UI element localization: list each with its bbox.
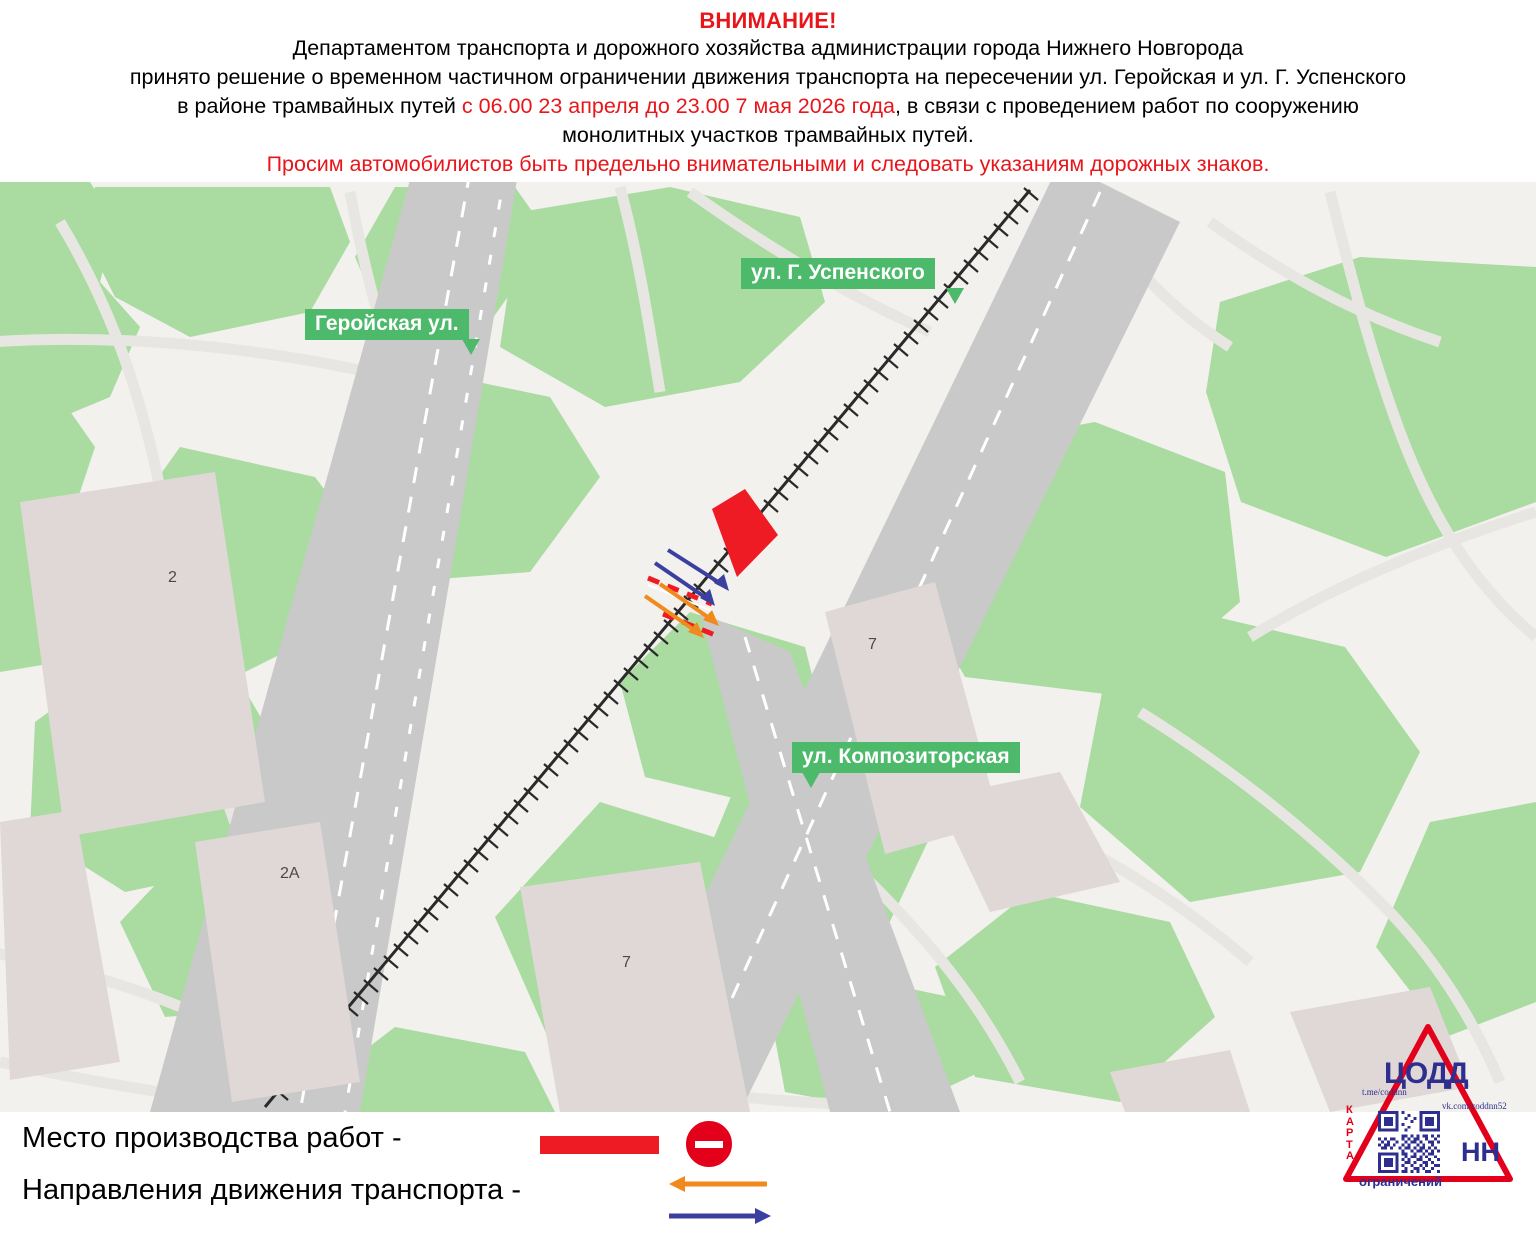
notice-title: ВНИМАНИЕ! [699, 8, 837, 33]
notice-warning: Просим автомобилистов быть предельно внимательными и следовать указаниям дорожных знаков. [266, 152, 1270, 176]
street-label-geroyskaya [305, 309, 469, 340]
notice-banner [0, 0, 1536, 182]
codd-restrictions-word: ограничений [1359, 1174, 1442, 1189]
no-entry-bar [695, 1141, 723, 1148]
notice-line-3-pre: в районе трамвайных путей [177, 94, 462, 118]
building-number: 2A [280, 865, 300, 882]
notice-restriction-period: с 06.00 23 апреля до 23.00 7 мая 2026 года [461, 94, 895, 118]
building-number: 2 [168, 569, 177, 586]
no-entry-icon [683, 1118, 735, 1170]
notice-line-3 [0, 92, 1536, 121]
codd-name: ЦОДД [1384, 1057, 1468, 1090]
notice-line-2: принято решение о временном частичном ограничении движения транспорта на пересечении ул. Геройская и ул. Г. Успенского [129, 65, 1407, 89]
orange-arrow-icon [669, 1176, 767, 1192]
building-number: 7 [868, 636, 877, 653]
notice-line-4: монолитных участков трамвайных путей. [562, 123, 974, 147]
codd-vertical-word: К А Р Т А [1346, 1104, 1354, 1162]
legend-directions-label: Направления движения транспорта - [22, 1174, 522, 1206]
map-canvas[interactable] [0, 182, 1536, 1112]
qr-code-icon[interactable] [1378, 1111, 1440, 1173]
street-label-pointer [802, 772, 820, 788]
legend [0, 1112, 1536, 1235]
street-label-text: Геройская ул. [315, 312, 459, 335]
street-label-pointer [946, 288, 964, 304]
codd-telegram: t.me/coddnn [1362, 1087, 1407, 1097]
street-label-text: ул. Композиторская [802, 745, 1010, 768]
street-label-uspenskogo [741, 258, 935, 289]
notice-line-3-post: , в связи с проведением работ по сооружению [894, 94, 1359, 118]
blue-arrow-icon [669, 1208, 771, 1224]
map-svg [0, 182, 1536, 1112]
street-label-text: ул. Г. Успенского [751, 261, 925, 284]
codd-vk: vk.com/coddnn52 [1442, 1101, 1507, 1111]
legend-work-site-swatch [540, 1136, 659, 1154]
street-label-pointer [462, 339, 480, 355]
legend-direction-arrows [665, 1170, 775, 1232]
codd-region: НН [1461, 1137, 1500, 1167]
notice-line-1: Департаментом транспорта и дорожного хозяйства администрации города Нижнего Новгорода [292, 36, 1244, 60]
codd-logo [1338, 1019, 1518, 1199]
building-number: 7 [622, 954, 631, 971]
legend-work-site-label: Место производства работ - [22, 1122, 402, 1154]
street-label-kompozitorskaya [792, 742, 1020, 773]
